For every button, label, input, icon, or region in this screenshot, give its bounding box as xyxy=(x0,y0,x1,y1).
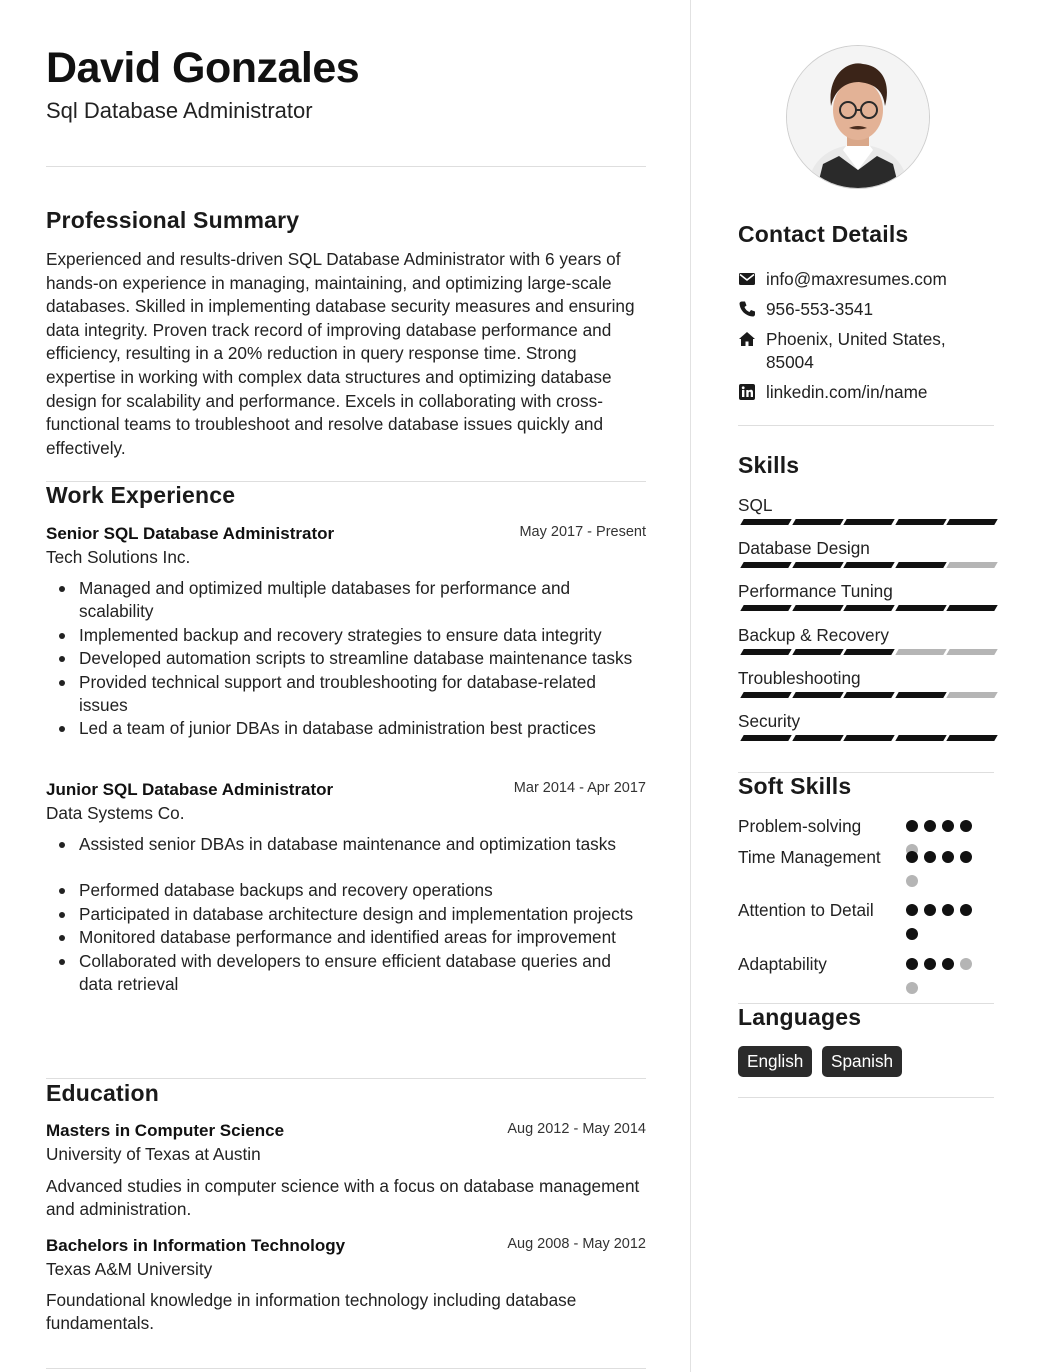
soft-skill-dot xyxy=(924,958,936,970)
soft-skill-dot xyxy=(942,904,954,916)
education-dates: Aug 2008 - May 2012 xyxy=(507,1236,646,1252)
list-item: Performed database backups and recovery operations xyxy=(46,879,646,902)
soft-skill-dot xyxy=(942,851,954,863)
skill-level-segment xyxy=(895,519,946,525)
skill-level-segment xyxy=(946,692,997,698)
skill-label: Security xyxy=(738,711,801,731)
languages-heading: Languages xyxy=(738,1004,862,1030)
contact-heading: Contact Details xyxy=(738,221,909,247)
school-name: Texas A&M University xyxy=(46,1259,213,1279)
skill-level-segment xyxy=(792,735,843,741)
linkedin-icon xyxy=(738,383,756,401)
skill-level-segment xyxy=(895,692,946,698)
languages-divider xyxy=(738,1097,994,1098)
list-item: Collaborated with developers to ensure efficient database queries and data retrieval xyxy=(46,950,646,997)
linkedin-text[interactable]: linkedin.com/in/name xyxy=(766,382,928,402)
soft-skill-dot xyxy=(906,851,918,863)
soft-skill-label: Problem-solving xyxy=(738,816,862,836)
contact-divider xyxy=(738,425,994,426)
list-item: Provided technical support and troubleshooting for database-related issues xyxy=(46,671,646,718)
skill-level-segment xyxy=(740,519,791,525)
list-item: Developed automation scripts to streamline database maintenance tasks xyxy=(46,647,646,670)
soft-skill-dot xyxy=(960,820,972,832)
skill-label: Database Design xyxy=(738,538,870,558)
skill-level-segment xyxy=(946,649,997,655)
skill-level-segment xyxy=(946,562,997,568)
skill-level-bar xyxy=(738,692,994,698)
skill-level-segment xyxy=(843,519,894,525)
skill-level-segment xyxy=(843,735,894,741)
soft-skill-dot xyxy=(942,820,954,832)
skill-level-segment xyxy=(792,519,843,525)
skill-level-segment xyxy=(895,649,946,655)
skill-level-segment xyxy=(946,605,997,611)
address-text: Phoenix, United States, 85004 xyxy=(766,329,946,373)
job-bullets xyxy=(46,833,646,996)
list-item: Monitored database performance and identified areas for improvement xyxy=(46,926,646,949)
skill-level-segment xyxy=(895,735,946,741)
person-photo-icon xyxy=(787,46,929,188)
skill-level-segment xyxy=(843,605,894,611)
soft-skill-dot xyxy=(942,958,954,970)
skill-level-segment xyxy=(740,692,791,698)
soft-skill-dot xyxy=(906,904,918,916)
experience-divider xyxy=(46,1078,646,1079)
job-company: Tech Solutions Inc. xyxy=(46,547,191,567)
skill-level-segment xyxy=(843,692,894,698)
candidate-title: Sql Database Administrator xyxy=(46,98,313,123)
job-dates: May 2017 - Present xyxy=(519,524,646,540)
skill-level-segment xyxy=(895,562,946,568)
soft-skill-dot xyxy=(906,958,918,970)
skill-label: Backup & Recovery xyxy=(738,625,889,645)
skill-level-segment xyxy=(792,605,843,611)
soft-skill-dot xyxy=(906,875,918,887)
education-description: Foundational knowledge in information technology including database fundamentals. xyxy=(46,1290,577,1334)
list-item: Led a team of junior DBAs in database administration best practices xyxy=(46,717,646,740)
skill-level-segment xyxy=(946,735,997,741)
skill-level-segment xyxy=(792,649,843,655)
soft-skill-label: Attention to Detail xyxy=(738,900,874,920)
soft-skill-label: Adaptability xyxy=(738,954,827,974)
skill-level-bar xyxy=(738,605,994,611)
email-text[interactable]: info@maxresumes.com xyxy=(766,269,947,289)
degree-title: Masters in Computer Science xyxy=(46,1121,285,1140)
soft-skill-dot xyxy=(906,982,918,994)
soft-skill-dot xyxy=(924,820,936,832)
soft-skill-label: Time Management xyxy=(738,847,881,867)
skill-label: Performance Tuning xyxy=(738,581,893,601)
language-chip: English xyxy=(738,1046,812,1077)
header-divider xyxy=(46,166,646,167)
list-item: Participated in database architecture design and implementation projects xyxy=(46,903,646,926)
list-item: Implemented backup and recovery strategies to ensure data integrity xyxy=(46,624,646,647)
skill-label: Troubleshooting xyxy=(738,668,861,688)
skill-level-segment xyxy=(740,649,791,655)
job-company: Data Systems Co. xyxy=(46,803,185,823)
summary-text: Experienced and results-driven SQL Database Administrator with 6 years of hands-on experience in managing, maintaining, and optimizing large-scale databases. Skilled in implementing database security measures and ensuring data integrity. Proven track record of improving database performance and efficiency, resulting in a 20% reduction in query response time. Strong expertise in working with complex data structures and optimizing database design for scalability and performance. Excels in collaborating with cross-functional teams to troubleshoot and resolve database issues quickly and effectively. xyxy=(46,249,635,458)
soft-skill-dot xyxy=(924,851,936,863)
job-title: Junior SQL Database Administrator xyxy=(46,780,334,799)
skill-level-segment xyxy=(740,562,791,568)
skill-label: SQL xyxy=(738,495,773,515)
school-name: University of Texas at Austin xyxy=(46,1144,261,1164)
soft-skill-dot xyxy=(960,851,972,863)
education-heading: Education xyxy=(46,1080,159,1106)
soft-skill-dot xyxy=(960,958,972,970)
list-item: Assisted senior DBAs in database maintenance and optimization tasks xyxy=(46,833,646,856)
language-chip: Spanish xyxy=(822,1046,902,1077)
skill-level-bar xyxy=(738,735,994,741)
candidate-name: David Gonzales xyxy=(46,44,360,92)
job-title: Senior SQL Database Administrator xyxy=(46,524,335,543)
soft-skill-dot xyxy=(960,904,972,916)
skill-level-segment xyxy=(740,605,791,611)
column-divider xyxy=(690,0,691,1372)
job-dates: Mar 2014 - Apr 2017 xyxy=(513,780,646,796)
soft-skill-dot xyxy=(906,820,918,832)
job-bullets xyxy=(46,577,646,741)
education-divider xyxy=(46,1368,646,1369)
skill-level-bar xyxy=(738,649,994,655)
experience-heading: Work Experience xyxy=(46,482,236,508)
education-dates: Aug 2012 - May 2014 xyxy=(507,1121,646,1137)
soft-skills-heading: Soft Skills xyxy=(738,773,852,799)
soft-skill-dot xyxy=(906,928,918,940)
skill-level-segment xyxy=(946,519,997,525)
skill-level-bar xyxy=(738,519,994,525)
skill-level-segment xyxy=(843,649,894,655)
skill-level-segment xyxy=(895,605,946,611)
degree-title: Bachelors in Information Technology xyxy=(46,1236,346,1255)
envelope-icon xyxy=(738,270,756,288)
list-item: Managed and optimized multiple databases for performance and scalability xyxy=(46,577,646,624)
phone-icon xyxy=(738,300,756,318)
skill-level-segment xyxy=(792,562,843,568)
soft-skill-dot xyxy=(924,904,936,916)
education-description: Advanced studies in computer science with a focus on database management and administration. xyxy=(46,1176,640,1220)
skill-level-segment xyxy=(792,692,843,698)
skill-level-segment xyxy=(843,562,894,568)
skill-level-segment xyxy=(740,735,791,741)
summary-heading: Professional Summary xyxy=(46,207,300,233)
skills-heading: Skills xyxy=(738,452,800,478)
phone-text[interactable]: 956-553-3541 xyxy=(766,299,874,319)
avatar xyxy=(786,45,930,189)
home-icon xyxy=(738,330,756,348)
skill-level-bar xyxy=(738,562,994,568)
